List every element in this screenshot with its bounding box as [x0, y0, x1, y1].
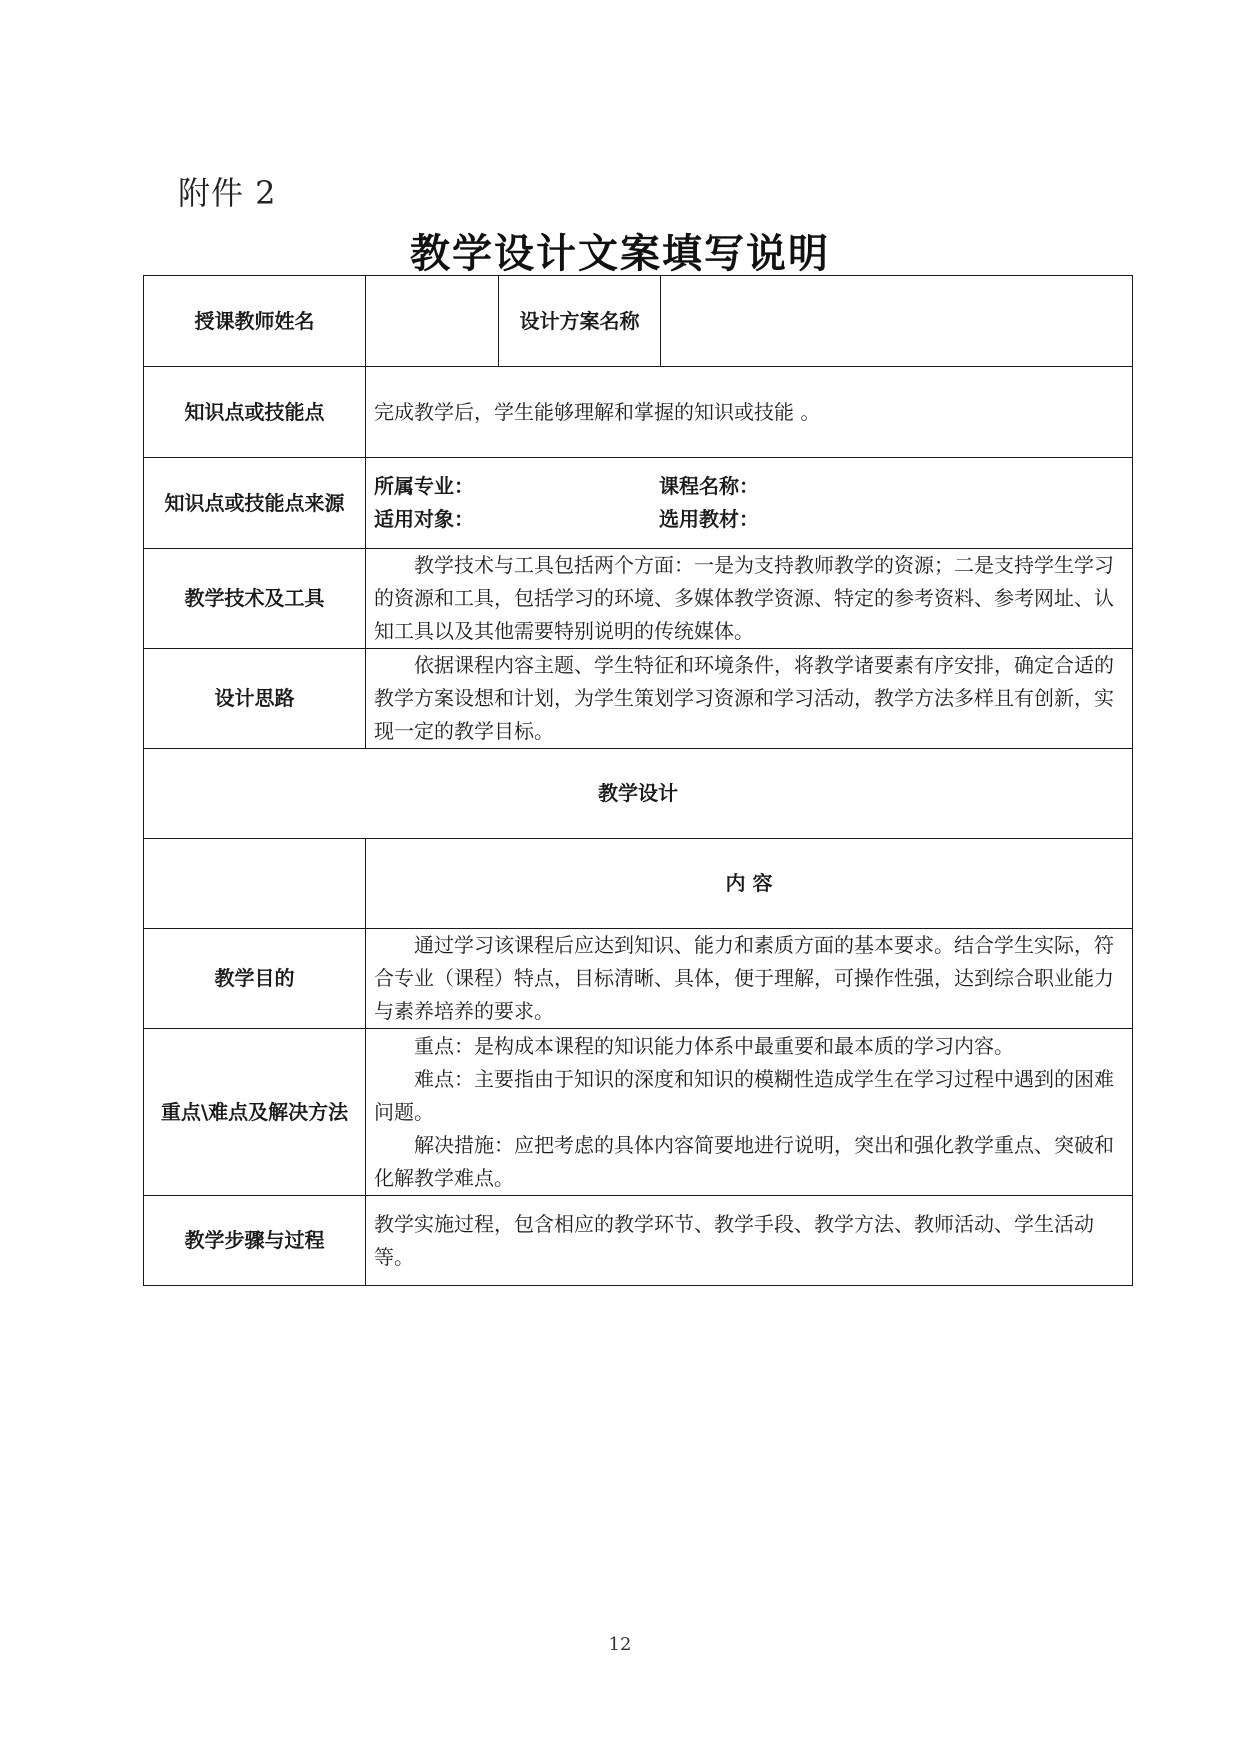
empty-cell [144, 839, 366, 929]
idea-label: 设计思路 [144, 649, 366, 749]
table-row [144, 929, 1133, 1029]
table-row [144, 749, 1133, 839]
table-row [144, 1196, 1133, 1286]
page-number: 12 [608, 1634, 632, 1655]
difficulty-point: 难点：主要指由于知识的深度和知识的模糊性造成学生在学习过程中遇到的困难问题。 [374, 1066, 1114, 1124]
tech-text: 教学技术与工具包括两个方面：一是为支持教师教学的资源；二是支持学生学习的资源和工具，包括学习的环境、多媒体教学资源、特定的参考资料、参考网址、认知工具以及其他需要特别说明的传统媒体。 [366, 549, 1133, 649]
table-row [144, 549, 1133, 649]
source-course: 课程名称： [659, 474, 759, 498]
teacher-name-label: 授课教师姓名 [144, 276, 366, 367]
source-textbook: 选用教材： [659, 507, 759, 531]
table-row [144, 276, 1133, 367]
design-name-label: 设计方案名称 [499, 276, 661, 367]
source-label: 知识点或技能点来源 [144, 458, 366, 549]
design-header: 教学设计 [144, 749, 1133, 839]
design-name-field[interactable] [661, 276, 1133, 367]
solution-point: 解决措施：应把考虑的具体内容简要地进行说明，突出和强化教学重点、突破和化解教学难点。 [374, 1132, 1114, 1190]
tech-label: 教学技术及工具 [144, 549, 366, 649]
key-point: 重点：是构成本课程的知识能力体系中最重要和最本质的学习内容。 [414, 1033, 1014, 1058]
source-audience: 适用对象： [374, 507, 474, 531]
table-row [144, 367, 1133, 458]
goal-label: 教学目的 [144, 929, 366, 1029]
idea-text: 依据课程内容主题、学生特征和环境条件，将教学诸要素有序安排，确定合适的教学方案设想和计划，为学生策划学习资源和学习活动，教学方法多样且有创新，实现一定的教学目标。 [366, 649, 1133, 749]
knowledge-text: 完成教学后，学生能够理解和掌握的知识或技能 。 [366, 367, 1133, 458]
goal-text: 通过学习该课程后应达到知识、能力和素质方面的基本要求。结合学生实际，符合专业（课程）特点，目标清晰、具体，便于理解，可操作性强，达到综合职业能力与素养培养的要求。 [366, 929, 1133, 1029]
source-cell [366, 458, 1133, 549]
table-row [144, 1029, 1133, 1196]
source-major: 所属专业： [374, 474, 474, 498]
steps-label: 教学步骤与过程 [144, 1196, 366, 1286]
key-label: 重点\难点及解决方法 [144, 1029, 366, 1196]
design-form-table [143, 275, 1133, 1285]
teacher-name-field[interactable] [366, 276, 499, 367]
table-row [144, 458, 1133, 549]
table-row [144, 649, 1133, 749]
content-header: 内 容 [366, 839, 1133, 929]
attachment-label: 附件 2 [178, 174, 277, 212]
table-row [144, 839, 1133, 929]
knowledge-label: 知识点或技能点 [144, 367, 366, 458]
page-title: 教学设计文案填写说明 [410, 230, 830, 277]
steps-text: 教学实施过程，包含相应的教学环节、教学手段、教学方法、教师活动、学生活动等。 [366, 1196, 1133, 1286]
key-cell [366, 1029, 1133, 1196]
